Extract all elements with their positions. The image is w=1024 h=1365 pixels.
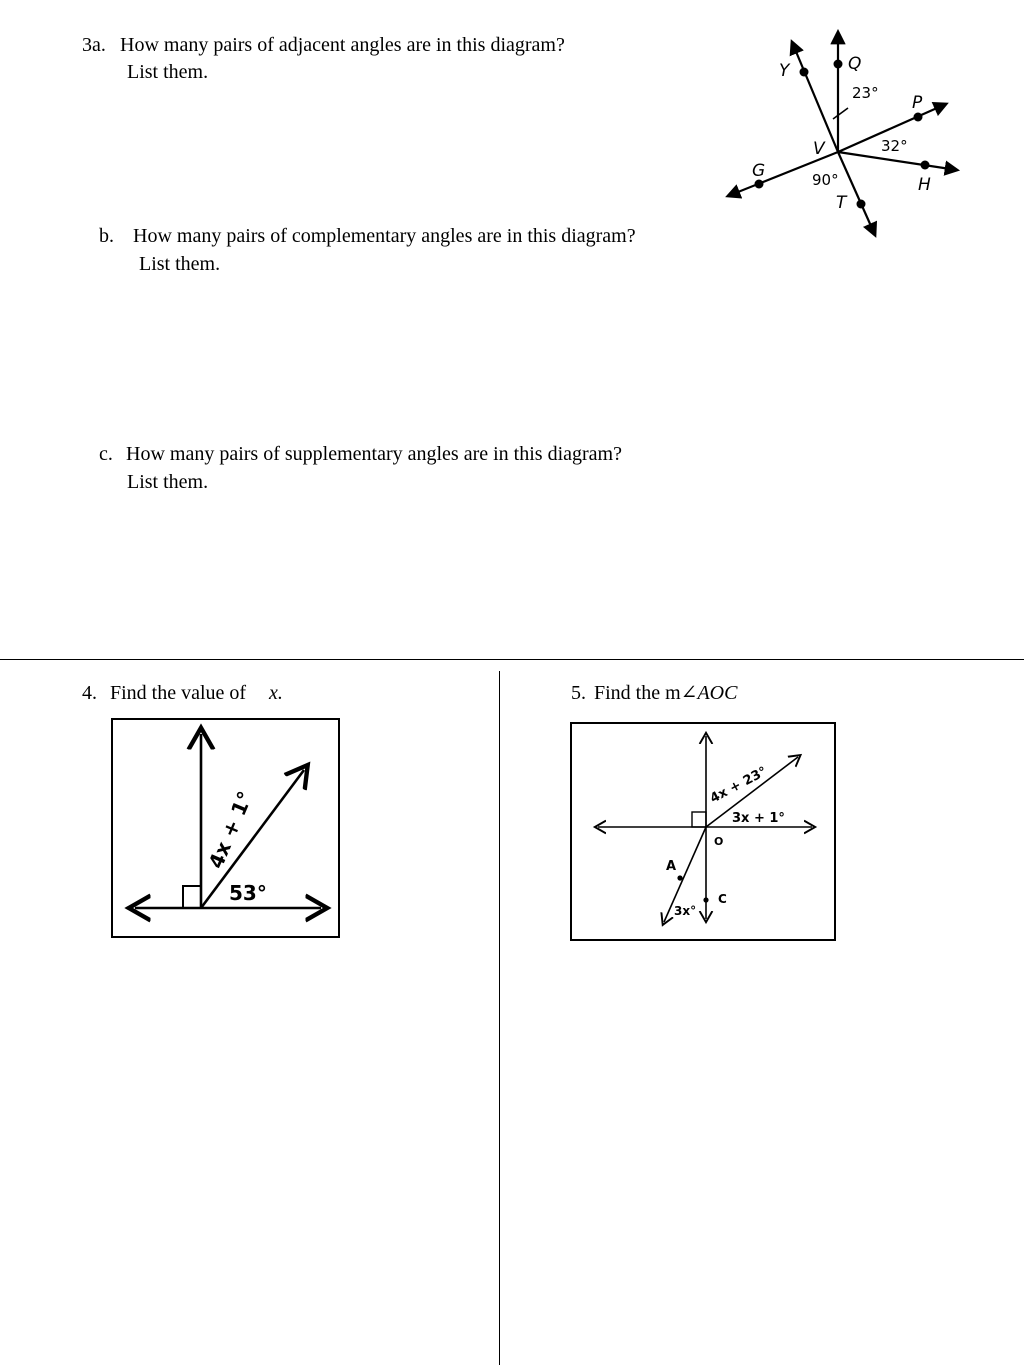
angle-mark-23: [833, 108, 848, 119]
label-g: G: [752, 161, 766, 181]
q4-expression: 4x + 1°: [203, 787, 258, 872]
q3b-list-prompt: List them.: [139, 253, 221, 275]
horizontal-divider: [0, 659, 1024, 660]
q4-angle-53: 53°: [229, 881, 267, 905]
label-y: Y: [779, 61, 790, 81]
q5-prompt: Find the m∠AOC: [594, 682, 738, 704]
q5-expr-low: 3x°: [674, 904, 697, 918]
q5-label-a: A: [666, 859, 677, 874]
point-c: [703, 897, 708, 902]
q3c-number: c.: [99, 443, 113, 465]
q5-label-c: C: [718, 892, 727, 906]
q4-number: 4.: [82, 682, 97, 704]
label-q: Q: [848, 54, 862, 74]
q3a-question: How many pairs of adjacent angles are in this diagram?: [120, 34, 565, 56]
q5-number: 5.: [571, 682, 586, 704]
q3c-question: How many pairs of supplementary angles are in this diagram?: [126, 443, 622, 465]
right-angle-mark: [692, 812, 706, 827]
q5-label-o: O: [714, 835, 724, 848]
point-h: [921, 161, 930, 170]
q4-prompt: Find the value of: [110, 682, 247, 704]
q3b-question: How many pairs of complementary angles are in this diagram?: [133, 225, 636, 247]
label-h: H: [918, 175, 931, 195]
label-v: V: [813, 139, 825, 159]
vertical-divider: [499, 671, 500, 1365]
point-q: [834, 60, 843, 69]
angle-label-90: 90°: [812, 171, 839, 189]
q5-figure: [572, 724, 834, 939]
label-p: P: [912, 93, 923, 113]
q5-expr-top: 4x + 23°: [707, 764, 770, 807]
point-a: [677, 875, 682, 880]
angle-label-32: 32°: [881, 137, 908, 155]
q5-expr-mid: 3x + 1°: [732, 811, 785, 826]
q5-figure-box: [570, 722, 836, 941]
q3c-list-prompt: List them.: [127, 471, 209, 493]
ray-vy: [792, 42, 838, 152]
q4-variable: x.: [269, 682, 283, 704]
point-y: [800, 68, 809, 77]
q3a-number: 3a.: [82, 34, 106, 56]
q3b-number: b.: [99, 225, 114, 247]
q4-figure-box: [111, 718, 340, 938]
point-p: [914, 113, 923, 122]
angles-diagram-q3: [700, 0, 1024, 250]
label-t: T: [836, 193, 847, 213]
q3a-list-prompt: List them.: [127, 61, 209, 83]
angle-label-23: 23°: [852, 84, 879, 102]
q4-figure: [113, 720, 338, 936]
right-angle-mark: [183, 886, 201, 908]
point-t: [857, 200, 866, 209]
